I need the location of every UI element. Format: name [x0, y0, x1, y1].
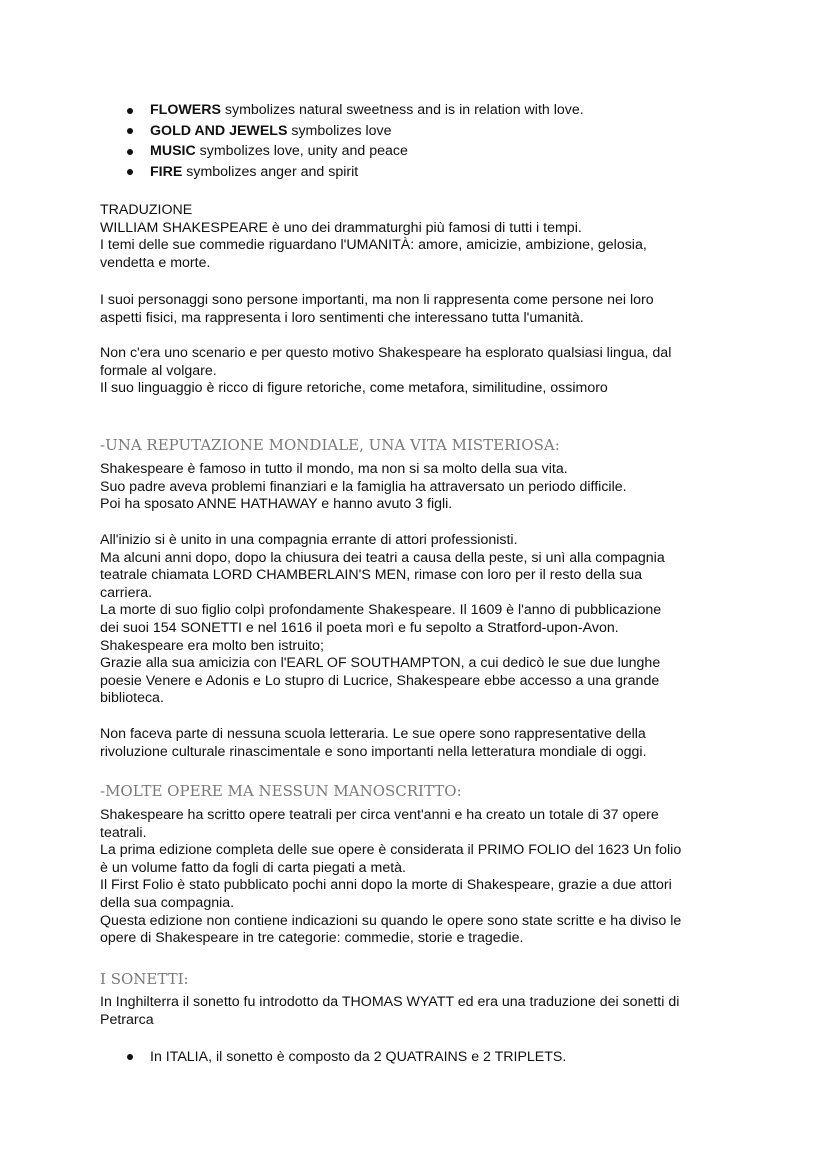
section-heading-opere: -MOLTE OPERE MA NESSUN MANOSCRITTO: [100, 782, 462, 800]
traduzione-paragraph-2 [100, 292, 740, 327]
list-item [125, 100, 584, 121]
sonetti-list [125, 1047, 566, 1067]
text-line: TRADUZIONE [100, 202, 193, 218]
list-item [125, 141, 584, 162]
text-line: dei suoi 154 SONETTI e nel 1616 il poeta morì e fu sepolto a Stratford-upon-Avon. [100, 619, 619, 636]
text-line: opere di Shakespeare in tre categorie: commedie, storie e tragedie. [100, 930, 524, 947]
section-heading-reputazione: -UNA REPUTAZIONE MONDIALE, UNA VITA MISTERIOSA: [100, 436, 560, 454]
text-line: I suoi personaggi sono persone importanti, ma non li rappresenta come persone nei loro [100, 292, 654, 308]
section1-paragraph-2 [100, 532, 740, 708]
traduzione-paragraph-3 [100, 345, 740, 398]
text-line: aspetti fisici, ma rappresenta i loro sentimenti che interessano tutta l'umanità. [100, 309, 584, 326]
text-line: Petrarca [100, 1011, 154, 1028]
list-item [125, 162, 584, 183]
text-line: teatrale chiamata LORD CHAMBERLAIN'S MEN, rimase con loro per il resto della sua [100, 567, 643, 584]
symbol-term: MUSIC [150, 143, 196, 159]
symbol-term: FLOWERS [150, 102, 221, 118]
list-item [125, 121, 584, 142]
text-line: vendetta e morte. [100, 254, 211, 271]
text-line: della sua compagnia. [100, 894, 235, 911]
text-line: carriera. [100, 584, 153, 601]
text-line: è un volume fatto da fogli di carta piegati a metà. [100, 859, 407, 876]
symbol-text: symbolizes love [287, 122, 392, 139]
symbols-list [125, 100, 584, 182]
text-line: Non c'era uno scenario e per questo motivo Shakespeare ha esplorato qualsiasi lingua, dal [100, 345, 672, 361]
section3-paragraph-1 [100, 994, 740, 1029]
text-line: WILLIAM SHAKESPEARE è uno dei drammaturghi più famosi di tutti i tempi. [100, 219, 582, 236]
list-item: In ITALIA, il sonetto è composto da 2 QUATRAINS e 2 TRIPLETS. [125, 1047, 566, 1067]
symbol-term: GOLD AND JEWELS [150, 122, 288, 139]
symbol-term: FIRE [150, 163, 183, 180]
symbol-text: symbolizes natural sweetness and is in relation with love. [220, 102, 584, 118]
text-line: formale al volgare. [100, 362, 217, 379]
text-line: All'inizio si è unito in una compagnia errante di attori professionisti. [100, 532, 518, 548]
text-line: Ma alcuni anni dopo, dopo la chiusura dei teatri a causa della peste, si unì alla compagnia [100, 549, 665, 566]
section-heading-sonetti: I SONETTI: [100, 970, 189, 988]
section1-paragraph-1 [100, 461, 740, 514]
text-line: biblioteca. [100, 690, 164, 707]
text-line: Non faceva parte di nessuna scuola letteraria. Le sue opere sono rappresentative della [100, 726, 646, 742]
text-line: Il First Folio è stato pubblicato pochi anni dopo la morte di Shakespeare, grazie a due attori [100, 877, 672, 894]
symbol-text: symbolizes love, unity and peace [195, 143, 408, 159]
text-line: Shakespeare è famoso in tutto il mondo, ma non si sa molto della sua vita. [100, 461, 568, 477]
text-line: I temi delle sue commedie riguardano l'UMANITÀ: amore, amicizie, ambizione, gelosia, [100, 237, 647, 254]
text-line: La prima edizione completa delle sue opere è considerata il PRIMO FOLIO del 1623 Un folio [100, 842, 682, 859]
text-line: Il suo linguaggio è ricco di figure retoriche, come metafora, similitudine, ossimoro [100, 380, 608, 397]
text-line: Questa edizione non contiene indicazioni su quando le opere sono state scritte e ha diviso le [100, 912, 682, 929]
text-line: La morte di suo figlio colpì profondamente Shakespeare. Il 1609 è l'anno di pubblicazione [100, 602, 662, 619]
text-line: Suo padre aveva problemi finanziari e la famiglia ha attraversato un periodo difficile. [100, 478, 627, 495]
text-line: In Inghilterra il sonetto fu introdotto da THOMAS WYATT ed era una traduzione dei sonetti di [100, 994, 680, 1010]
traduzione-paragraph-1 [100, 202, 740, 272]
symbol-text: symbolizes anger and spirit [182, 163, 359, 180]
section2-paragraph-1 [100, 807, 740, 948]
text-line: Poi ha sposato ANNE HATHAWAY e hanno avuto 3 figli. [100, 496, 453, 513]
section1-paragraph-3 [100, 726, 740, 761]
text-line: poesie Venere e Adonis e Lo stupro di Lucrice, Shakespeare ebbe accesso a una grande [100, 672, 660, 689]
text-line: rivoluzione culturale rinascimentale e sono importanti nella letteratura mondiale di oggi. [100, 743, 647, 760]
text-line: Grazie alla sua amicizia con l'EARL OF SOUTHAMPTON, a cui dedicò le sue due lunghe [100, 655, 661, 672]
text-line: Shakespeare ha scritto opere teatrali per circa vent'anni e ha creato un totale di 37 opere [100, 807, 659, 823]
text-line: Shakespeare era molto ben istruito; [100, 637, 324, 654]
text-line: teatrali. [100, 824, 147, 841]
